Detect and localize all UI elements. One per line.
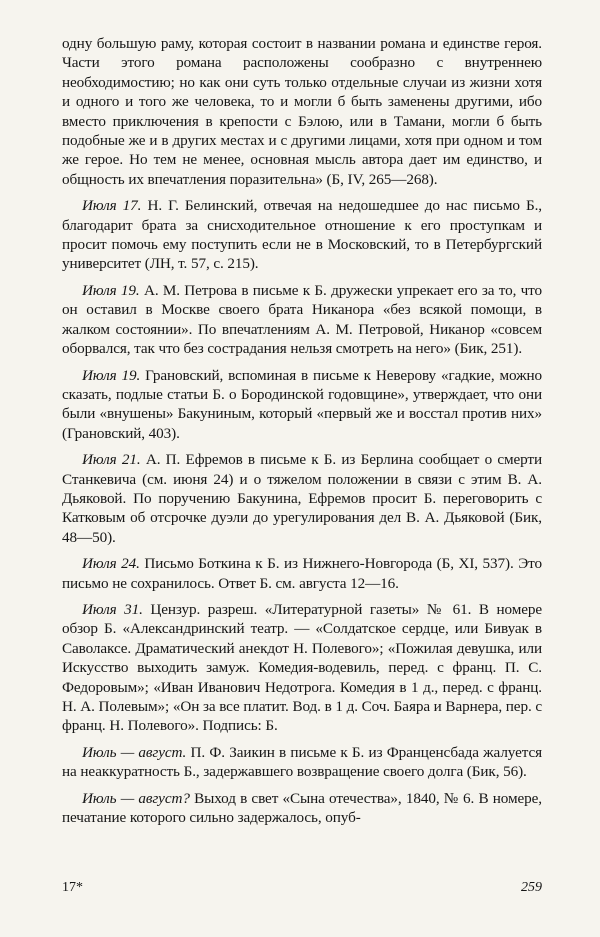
page-body xyxy=(62,34,542,834)
entry-text: П. Ф. Заикин в письме к Б. из Франценсбада жалуется на неаккуратность Б., задержавшего возвращение своего долга (Бик, 56). xyxy=(62,743,542,781)
entry-7 xyxy=(62,743,542,782)
entry-text: А. П. Ефремов в письме к Б. из Берлина сообщает о смерти Станкевича (см. июня 24) и о тяжелом положении в связи с этим В. А. Дьяковой. По поручению Бакунина, Ефремов просит Б. переговорить с Катковым об отсрочке дуэли до урегулирования дел В. А. Дьяковой (Бик, 48—50). xyxy=(62,451,542,546)
entry-text: одну большую раму, которая состоит в названии романа и единстве героя. Части этого романа расположены сообразно с внутреннею необходимостию; но как они суть только отдельные случаи из жизни хотя и одного и того же человека, то и могли б быть заменены другими, ибо вместо приключения в крепости с Бэлою, или в Тамани, могли б быть подобные же и в других местах и с другими лицами, хотя при одном и том же герое. Но тем не менее, основная мысль автора дает им единство, и общность их впечатления поразительна» (Б, IV, 265—268). xyxy=(62,35,542,188)
entry-5 xyxy=(62,554,542,593)
entry-3 xyxy=(62,366,542,444)
entry-0 xyxy=(62,34,542,189)
entry-8 xyxy=(62,789,542,828)
entry-text: Грановский, вспоминая в письме к Неверову «гадкие, можно сказать, подлые статьи Б. о Бородинской годовщине», утверждает, что они были «внушены» Бакуниным, который «первый же и восстал против них» (Грановский, 403). xyxy=(62,366,542,442)
entry-text: Письмо Боткина к Б. из Нижнего-Новгорода (Б, XI, 537). Это письмо не сохранилось. Ответ Б. см. августа 12—16. xyxy=(62,555,542,592)
entry-text: Н. Г. Белинский, отвечая на недошедшее до нас письмо Б., благодарит брата за снисходительное отношение к его проступкам и просит помочь ему поступить если не в Московский, то в Петербургский университет (ЛН, т. 57, с. 215). xyxy=(62,197,542,273)
entry-2 xyxy=(62,281,542,359)
entry-date: Июля 19. xyxy=(82,366,141,384)
entry-6 xyxy=(62,600,542,736)
entry-date: Июля 17. xyxy=(82,197,142,215)
entry-date: Июля 19. xyxy=(82,281,140,299)
entry-text: Цензур. разреш. «Литературной газеты» № 61. В номере обзор Б. «Александринский театр. — «Солдатское сердце, или Бивуак в Саволаксе. Драматический анекдот Н. Полевого»; «Пожилая девушка, или Искусство выходить замуж. Комедия-водевиль, перед. с франц. П. С. Федоровым»; «Иван Иванович Недотрога. Комедия в 1 д., перед. с франц. Н. А. Полевым»; «Он за все платит. Вод. в 1 д. Соч. Баяра и Варнера, пер. с франц. Н. Полевого». Подпись: Б. xyxy=(62,600,542,735)
entry-text: Выход в свет «Сына отечества», 1840, № 6. В номере, печатание которого сильно задержалось, опуб- xyxy=(62,789,542,827)
entry-1 xyxy=(62,196,542,274)
entry-text: А. М. Петрова в письме к Б. дружески упрекает его за то, что он оставил в Москве своего брата Никанора «без всякой помощи, в жалком состоянии». По впечатлениям А. М. Петровой, Никанор «совсем оборвался, так что без сострадания нельзя смотреть на него» (Бик, 251). xyxy=(62,281,542,358)
entry-date: Июль — август. xyxy=(82,743,187,761)
entry-date: Июля 24. xyxy=(82,555,140,573)
signature-mark: 17* xyxy=(62,880,83,895)
page-number: 259 xyxy=(521,880,542,895)
entry-date: Июля 21. xyxy=(82,451,141,469)
entry-date: Июль — август? xyxy=(82,789,190,807)
page-footer xyxy=(62,880,542,896)
entry-date: Июля 31. xyxy=(82,600,143,618)
entry-4 xyxy=(62,450,542,547)
